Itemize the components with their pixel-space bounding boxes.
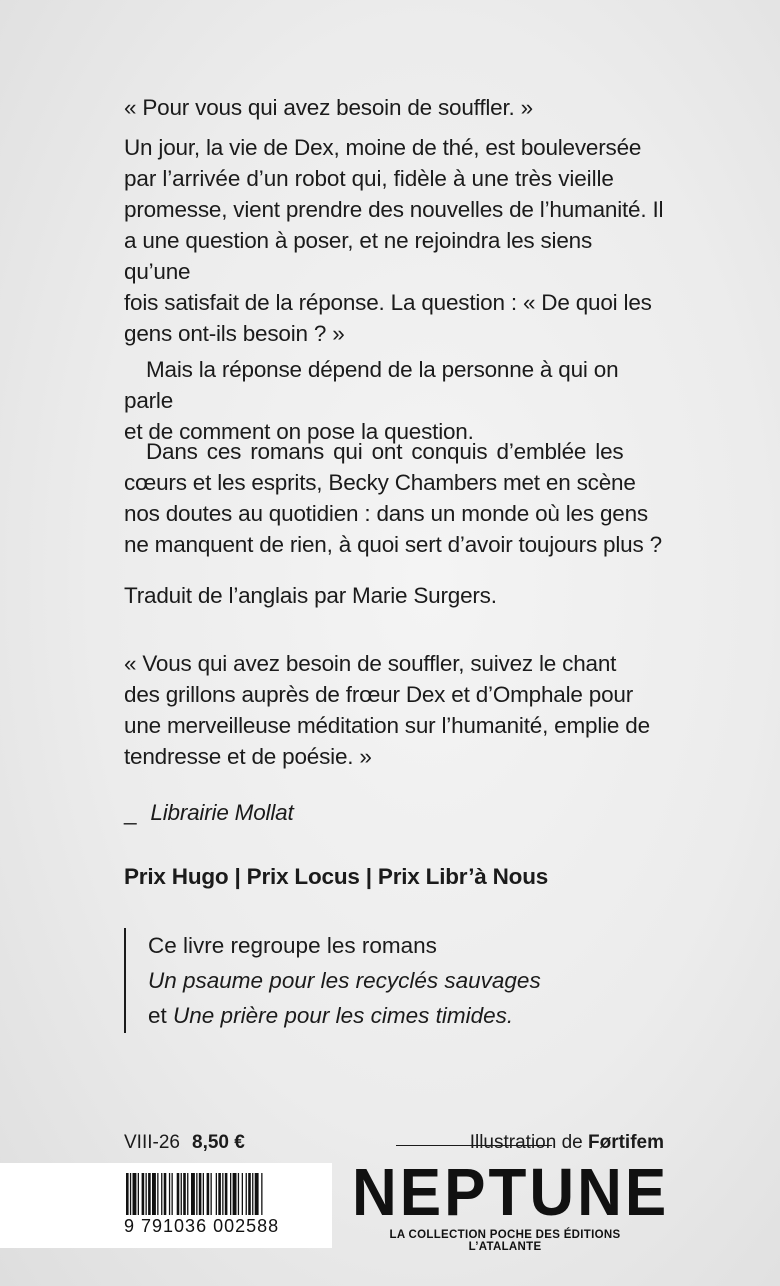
barcode-panel	[0, 1163, 332, 1248]
barcode-bar	[255, 1173, 259, 1215]
barcode-bar	[196, 1173, 197, 1215]
barcode-bar	[133, 1173, 137, 1215]
collection-note	[124, 928, 541, 1033]
conjunction: et	[148, 1003, 167, 1028]
publisher-tagline: LA COLLECTION POCHE DES ÉDITIONS L’ATALANTE	[389, 1229, 621, 1253]
barcode-bar	[199, 1173, 202, 1215]
summary-paragraph-1	[124, 132, 664, 349]
barcode-bar	[261, 1173, 262, 1215]
summary-line: Mais la réponse dépend de la personne à qui on parle	[124, 357, 619, 413]
barcode-bar	[152, 1173, 156, 1215]
barcode-bar	[169, 1173, 170, 1215]
barcode-bar	[230, 1173, 231, 1215]
attribution-source: Librairie Mollat	[150, 800, 294, 825]
barcode-bar	[157, 1173, 158, 1215]
summary-paragraph-3	[124, 436, 664, 560]
barcode-bar	[252, 1173, 253, 1215]
summary-line: cœurs et les esprits, Becky Chambers met en scène	[124, 470, 636, 495]
barcode-bar	[242, 1173, 243, 1215]
barcode-bar	[216, 1173, 217, 1215]
summary-line: promesse, vient prendre des nouvelles de l’humanité. Il	[124, 197, 664, 222]
illustrator-name: Førtifem	[588, 1132, 664, 1153]
book-title: Un psaume pour les recyclés sauvages	[148, 968, 541, 993]
barcode-bar	[222, 1173, 223, 1215]
barcode-bar	[225, 1173, 228, 1215]
barcode-bar	[207, 1173, 210, 1215]
book-title: Une prière pour les cimes timides.	[173, 1003, 514, 1028]
summary-line: a une question à poser, et ne rejoindra les siens qu’une	[124, 228, 593, 284]
barcode-bar	[146, 1173, 147, 1215]
catalog-code: VIII-26	[124, 1132, 180, 1153]
barcode-bar	[233, 1173, 237, 1215]
illustration-credit	[470, 1132, 664, 1154]
barcode-bar	[177, 1173, 180, 1215]
summary-paragraph-2	[124, 354, 664, 447]
barcode-bar	[181, 1173, 182, 1215]
attribution-dash: _	[124, 800, 137, 825]
barcode-bar	[130, 1173, 131, 1215]
summary-line: et de comment on pose la question.	[124, 419, 474, 444]
collection-note-line: Ce livre regroupe les romans	[148, 933, 437, 958]
barcode-bar	[203, 1173, 204, 1215]
barcode-bar	[138, 1173, 139, 1215]
review-line: tendresse et de poésie. »	[124, 744, 372, 769]
illustration-prefix: Illustration de	[469, 1132, 583, 1153]
translator-credit: Traduit de l’anglais par Marie Surgers.	[124, 583, 497, 608]
summary-line: par l’arrivée d’un robot qui, fidèle à une très vieille	[124, 166, 614, 191]
review-attribution	[124, 797, 294, 828]
summary-line: ne manquent de rien, à quoi sert d’avoir toujours plus ?	[124, 532, 662, 557]
barcode-bar	[187, 1173, 188, 1215]
summary-line: fois satisfait de la réponse. La question : « De quoi les	[124, 290, 652, 315]
barcode	[124, 1173, 314, 1215]
barcode-bar	[164, 1173, 167, 1215]
epigraph: « Pour vous qui avez besoin de souffler. »	[124, 95, 533, 120]
review-line: « Vous qui avez besoin de souffler, suivez le chant	[124, 651, 617, 676]
summary-line: Un jour, la vie de Dex, moine de thé, est bouleversée	[124, 135, 642, 160]
review-line: une merveilleuse méditation sur l’humanité, emplie de	[124, 713, 650, 738]
barcode-bar	[248, 1173, 251, 1215]
barcode-bar	[183, 1173, 186, 1215]
review-quote	[124, 648, 664, 772]
barcode-bar	[211, 1173, 212, 1215]
barcode-bar	[246, 1173, 247, 1215]
barcode-bar	[148, 1173, 151, 1215]
barcode-bar	[172, 1173, 173, 1215]
barcode-bar	[161, 1173, 162, 1215]
barcode-bar	[218, 1173, 221, 1215]
summary-line: gens ont-ils besoin ? »	[124, 321, 345, 346]
prizes: Prix Hugo | Prix Locus | Prix Libr’à Nous	[124, 864, 549, 889]
barcode-bar	[238, 1173, 239, 1215]
barcode-bar	[142, 1173, 145, 1215]
review-line: des grillons auprès de frœur Dex et d’Omphale pour	[124, 682, 633, 707]
price: 8,50 €	[192, 1132, 245, 1153]
summary-line: nos doutes au quotidien : dans un monde où les gens	[124, 501, 648, 526]
publisher-logo: NEPTUNE	[352, 1155, 670, 1231]
barcode-bar	[126, 1173, 129, 1215]
barcode-bar	[191, 1173, 195, 1215]
collection-note-line	[148, 998, 541, 1033]
summary-line: Dans ces romans qui ont conquis d’emblée les	[146, 439, 624, 464]
barcode-number: 9 791036 002588	[124, 1216, 280, 1236]
